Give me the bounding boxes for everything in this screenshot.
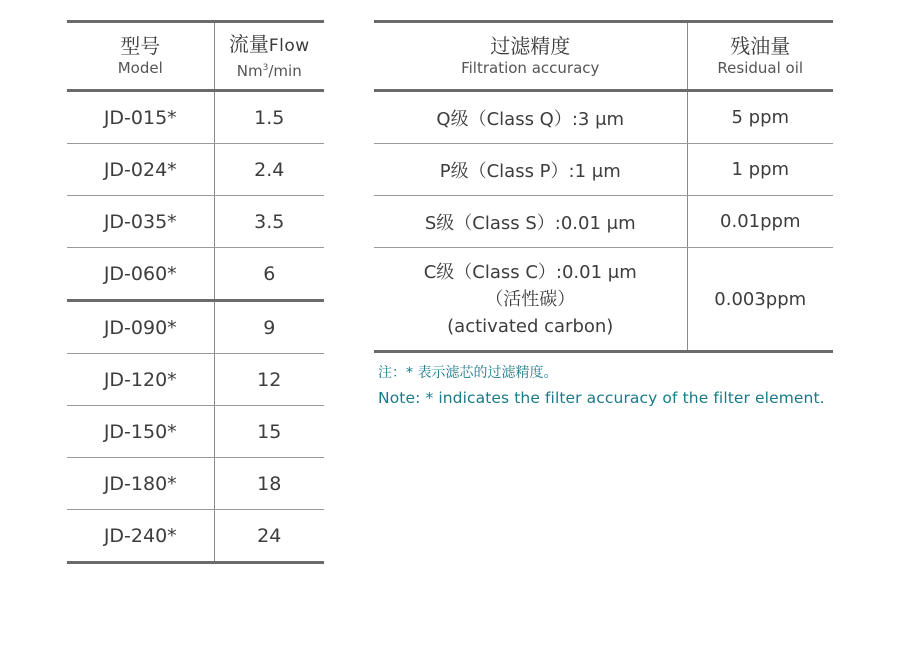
flow-cell: 18 — [214, 458, 324, 510]
table-row — [374, 248, 833, 352]
model-cell: JD-035* — [67, 196, 214, 248]
model-header-cn: 型号 — [120, 34, 161, 58]
model-cell: JD-120* — [67, 354, 214, 406]
flow-cell: 15 — [214, 406, 324, 458]
note-chinese: 注：* 表示滤芯的过滤精度。 — [378, 365, 558, 381]
model-cell: JD-150* — [67, 406, 214, 458]
note-english: Note: * indicates the filter accuracy of the filter element. — [378, 389, 825, 407]
model-cell: JD-090* — [67, 301, 214, 354]
flow-cell: 24 — [257, 524, 282, 547]
table-row — [67, 354, 324, 406]
model-column-header — [67, 22, 214, 91]
flow-header-cn-text: 流量 — [228, 31, 269, 56]
flow-unit-superscript: 3 — [262, 62, 269, 73]
accuracy-column-header — [374, 22, 687, 91]
model-cell: JD-240* — [67, 510, 214, 563]
accuracy-line: C级（Class C）:0.01 μm — [423, 261, 637, 283]
accuracy-header-cn: 过滤精度 — [490, 34, 571, 58]
accuracy-header-en: Filtration accuracy — [461, 59, 600, 77]
flow-column-header — [214, 22, 324, 91]
model-cell: JD-060* — [67, 248, 214, 301]
table-row — [374, 91, 833, 144]
flow-header-cn-en: Flow — [268, 35, 310, 56]
model-cell: JD-024* — [67, 144, 214, 196]
table-row — [67, 510, 324, 563]
table-row — [374, 196, 833, 248]
flow-cell: 9 — [214, 301, 324, 354]
model-flow-table — [67, 20, 324, 564]
table-row — [67, 301, 324, 354]
table-header-row — [67, 22, 324, 91]
table-row — [67, 248, 324, 301]
residual-cell: 1 ppm — [687, 144, 833, 196]
flow-cell: 3.5 — [214, 196, 324, 248]
accuracy-cell: S级（Class S）:0.01 μm — [374, 196, 687, 248]
flow-unit-base: Nm — [236, 61, 263, 80]
table-row — [67, 91, 324, 144]
flow-unit-per-min: /min — [268, 61, 302, 80]
flow-cell: 12 — [214, 354, 324, 406]
residual-header-cn: 残油量 — [730, 34, 791, 58]
filtration-table — [374, 20, 833, 353]
accuracy-cell: P级（Class P）:1 μm — [374, 144, 687, 196]
accuracy-line: (activated carbon) — [447, 315, 614, 337]
model-cell: JD-015* — [67, 91, 214, 144]
residual-column-header — [687, 22, 833, 91]
accuracy-line: （活性碳） — [485, 288, 576, 310]
model-cell: JD-180* — [67, 458, 214, 510]
model-header-en: Model — [117, 59, 163, 77]
residual-cell: 5 ppm — [687, 91, 833, 144]
flow-header-cn — [215, 32, 325, 58]
table-row — [67, 406, 324, 458]
flow-cell: 1.5 — [214, 91, 324, 144]
accuracy-cell: Q级（Class Q）:3 μm — [374, 91, 687, 144]
flow-unit — [215, 58, 325, 81]
accuracy-cell — [374, 248, 687, 352]
flow-cell: 6 — [214, 248, 324, 301]
table-row — [67, 458, 324, 510]
residual-cell: 0.01ppm — [687, 196, 833, 248]
residual-cell: 0.003ppm — [714, 288, 807, 310]
table-row — [67, 144, 324, 196]
table-row — [374, 144, 833, 196]
residual-header-en: Residual oil — [717, 59, 804, 77]
table-header-row — [374, 22, 833, 91]
table-row — [67, 196, 324, 248]
flow-cell: 2.4 — [214, 144, 324, 196]
